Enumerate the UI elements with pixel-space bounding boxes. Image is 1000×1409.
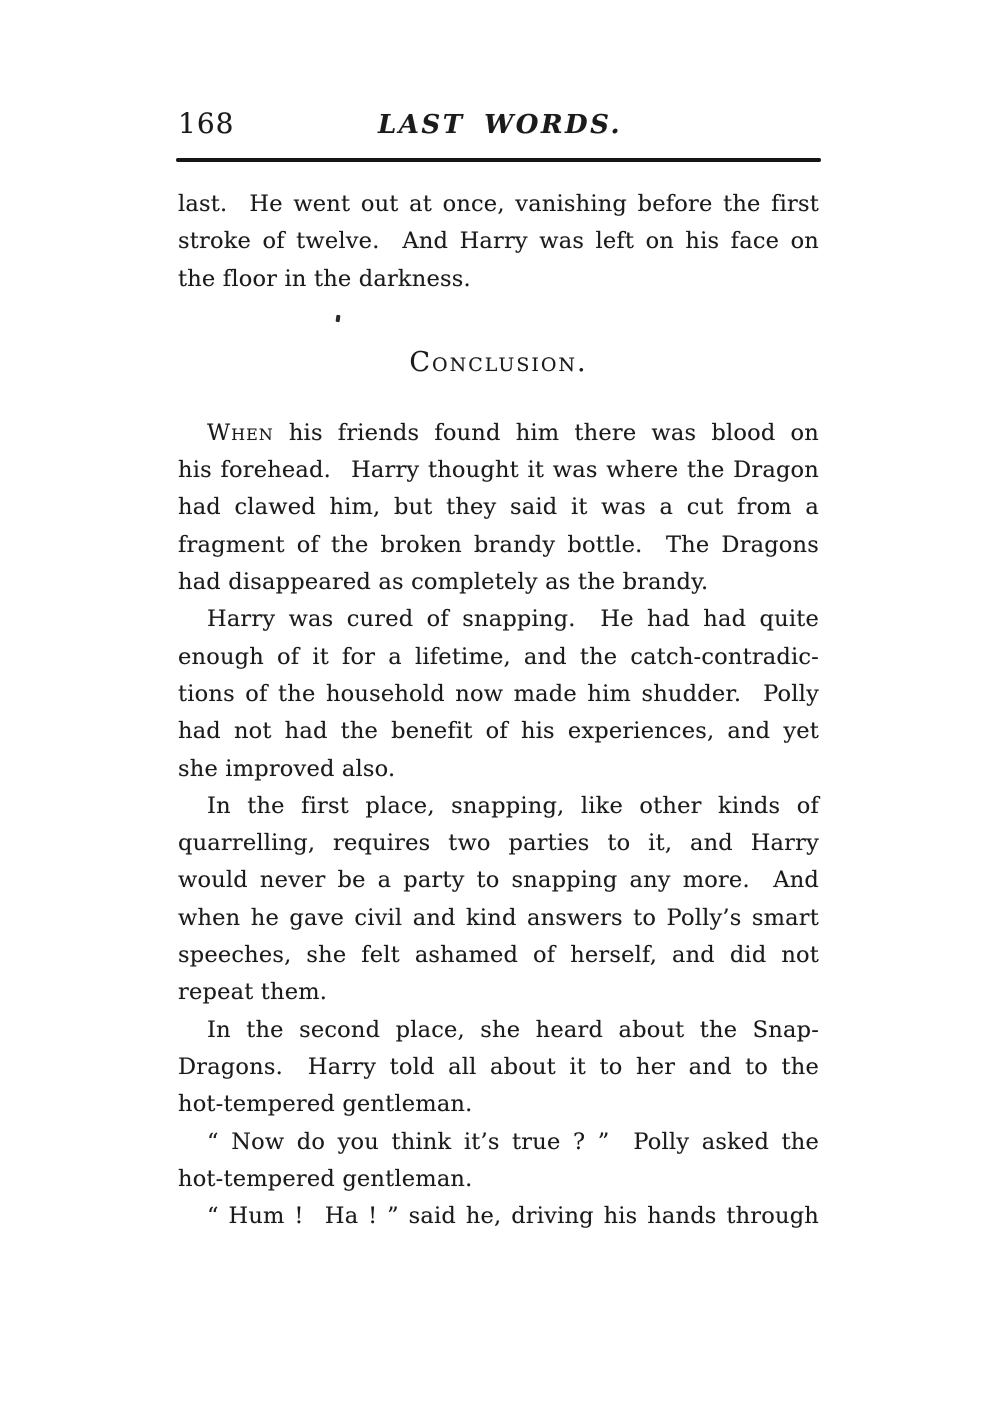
text-line: fragment of the broken brandy bottle. The Dragons: [178, 531, 819, 558]
text-line: would never be a party to snapping any more. And: [178, 867, 819, 894]
text-line: had disappeared as completely as the brandy.: [178, 569, 709, 596]
text-line: Dragons. Harry told all about it to her and to the: [178, 1053, 819, 1080]
section-heading: Conclusion.: [409, 346, 588, 378]
text-line: last. He went out at once, vanishing before the first: [178, 191, 819, 217]
paragraph: [178, 1012, 819, 1124]
paragraph: [178, 415, 819, 601]
running-title: LAST WORDS.: [377, 110, 623, 140]
text-line: stroke of twelve. And Harry was left on his face on: [178, 228, 819, 255]
text-line: had not had the benefit of his experiences, and yet: [178, 718, 819, 745]
text-line: the floor in the darkness.: [178, 265, 471, 292]
text-line: speeches, she felt ashamed of herself, and did not: [178, 942, 819, 969]
text-line: “ Now do you think it’s true ? ” Polly asked the: [207, 1128, 819, 1155]
paragraph: [178, 186, 819, 298]
page-number: 168: [178, 107, 235, 140]
paragraph: [178, 601, 819, 787]
text-line: hot-tempered gentleman.: [178, 1091, 473, 1118]
text-line: enough of it for a lifetime, and the catch-contradic-: [178, 643, 819, 670]
text-line: she improved also.: [178, 755, 396, 782]
text-line: In the first place, snapping, like other kinds of: [207, 792, 819, 819]
text-line: “ Hum ! Ha ! ” said he, driving his hands through: [207, 1203, 819, 1230]
text-line: Harry was cured of snapping. He had had quite: [207, 606, 819, 633]
text-line: his forehead. Harry thought it was where the Dragon: [178, 457, 819, 484]
text-line: repeat them.: [178, 979, 328, 1006]
text-line: When his friends found him there was blood on: [207, 419, 819, 446]
text-line: when he gave civil and kind answers to Polly’s smart: [178, 904, 819, 931]
paragraph: [178, 788, 819, 1012]
text-line: tions of the household now made him shudder. Polly: [178, 680, 819, 707]
text-line: hot-tempered gentleman.: [178, 1165, 473, 1192]
paragraph: [178, 1198, 819, 1235]
text-line: In the second place, she heard about the Snap-: [207, 1016, 819, 1043]
paragraph: [178, 1124, 819, 1199]
text-line: quarrelling, requires two parties to it, and Harry: [178, 830, 819, 857]
smallcaps-word: When: [207, 419, 274, 446]
text-block: [178, 186, 819, 1235]
text-line: had clawed him, but they said it was a cut from a: [178, 494, 819, 521]
header-rule: [176, 158, 821, 162]
